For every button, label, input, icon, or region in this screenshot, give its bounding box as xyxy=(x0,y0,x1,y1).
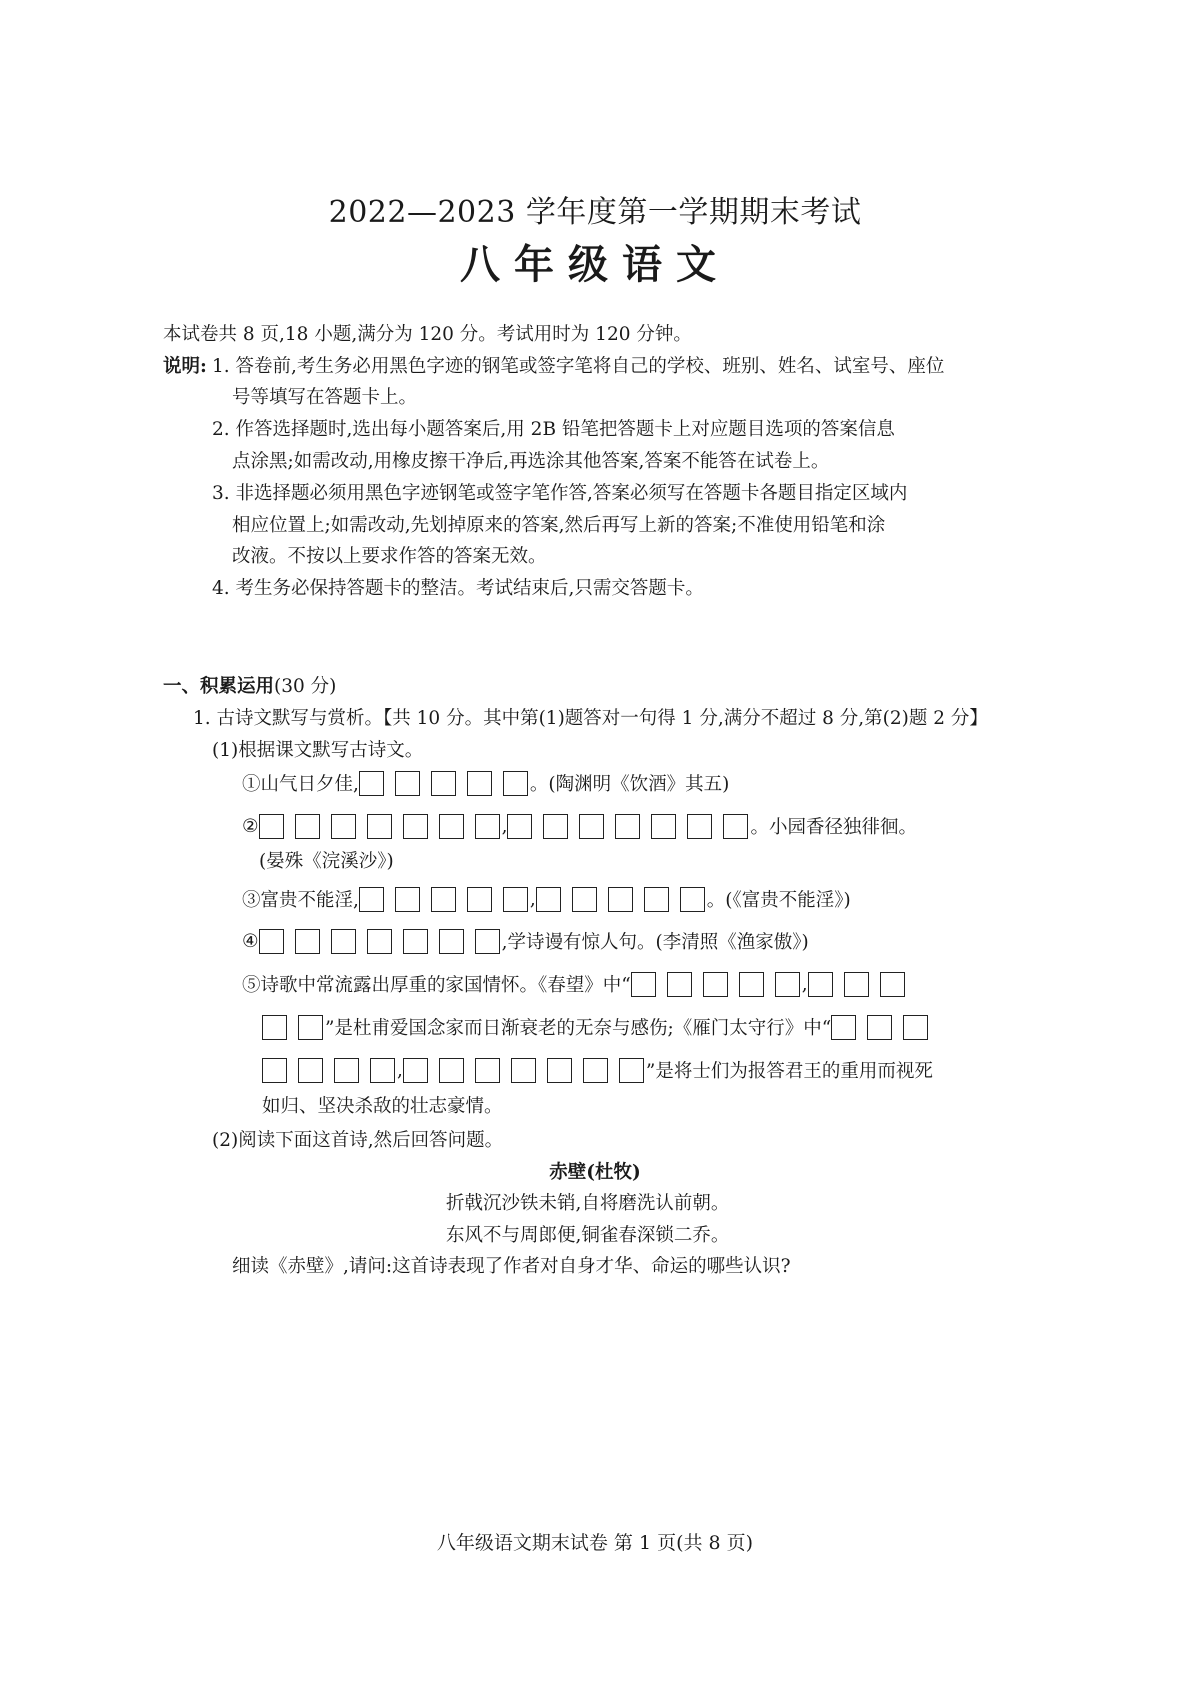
answer-box[interactable] xyxy=(295,814,320,839)
answer-box[interactable] xyxy=(511,1058,536,1083)
recite-item-4-number: ④ xyxy=(242,930,259,952)
answer-box[interactable] xyxy=(503,771,528,796)
answer-box[interactable] xyxy=(259,814,284,839)
answer-box[interactable] xyxy=(703,972,728,997)
answer-box[interactable] xyxy=(359,887,384,912)
answer-box[interactable] xyxy=(475,1058,500,1083)
notes-label: 说明: xyxy=(163,356,207,377)
recite-item-5-prompt: ⑤诗歌中常流露出厚重的家国情怀。《春望》中“ xyxy=(242,975,631,996)
section-title: 一、积累运用 xyxy=(163,676,275,697)
answer-box-group[interactable] xyxy=(507,814,750,839)
answer-box[interactable] xyxy=(331,814,356,839)
answer-box-group[interactable] xyxy=(359,771,530,796)
answer-box[interactable] xyxy=(547,1058,572,1083)
answer-box-group[interactable] xyxy=(259,814,502,839)
recite-item-3 xyxy=(242,884,851,914)
answer-box[interactable] xyxy=(403,814,428,839)
answer-box[interactable] xyxy=(259,929,284,954)
question-1-part-2: (2)阅读下面这首诗,然后回答问题。 xyxy=(212,1130,504,1151)
note-1-line-1: 1. 答卷前,考生务必用黑色字迹的钢笔或签字笔将自己的学校、班别、姓名、试室号、座位 xyxy=(212,356,945,377)
recite-item-5-line-3 xyxy=(262,1055,933,1085)
answer-box[interactable] xyxy=(808,972,833,997)
subject-title: 八年级语文 xyxy=(460,241,730,288)
recite-item-2-number: ② xyxy=(242,815,259,837)
answer-box-group[interactable] xyxy=(808,972,907,997)
answer-box[interactable] xyxy=(331,929,356,954)
answer-box[interactable] xyxy=(439,814,464,839)
note-2-line-2: 点涂黑;如需改动,用橡皮擦干净后,再选涂其他答案,答案不能答在试卷上。 xyxy=(232,451,830,472)
answer-box-group[interactable] xyxy=(631,972,802,997)
answer-box[interactable] xyxy=(867,1015,892,1040)
answer-box[interactable] xyxy=(439,1058,464,1083)
answer-box[interactable] xyxy=(262,1058,287,1083)
recite-item-5-line-1 xyxy=(242,969,907,999)
answer-box[interactable] xyxy=(831,1015,856,1040)
answer-box-group[interactable] xyxy=(831,1015,930,1040)
note-1-line-2: 号等填写在答题卡上。 xyxy=(232,387,418,408)
recite-item-3-source: 。(《富贵不能淫》) xyxy=(706,890,851,911)
answer-box[interactable] xyxy=(631,972,656,997)
answer-box[interactable] xyxy=(431,771,456,796)
answer-box[interactable] xyxy=(475,814,500,839)
recite-item-5-tail: ”是将士们为报答君王的重用而视死 xyxy=(645,1061,933,1082)
answer-box[interactable] xyxy=(334,1058,359,1083)
recite-item-2-source: (晏殊《浣溪沙》) xyxy=(259,851,394,872)
comma: , xyxy=(397,1059,403,1081)
recite-item-1-prompt: ①山气日夕佳, xyxy=(242,774,359,795)
answer-box[interactable] xyxy=(475,929,500,954)
answer-box[interactable] xyxy=(367,814,392,839)
answer-box[interactable] xyxy=(395,771,420,796)
poem-line-1: 折戟沉沙铁未销,自将磨洗认前朝。 xyxy=(446,1193,730,1214)
exam-title: 2022—2023 学年度第一学期期末考试 xyxy=(328,195,862,230)
answer-box[interactable] xyxy=(880,972,905,997)
answer-box[interactable] xyxy=(503,887,528,912)
answer-box[interactable] xyxy=(298,1058,323,1083)
answer-box[interactable] xyxy=(395,887,420,912)
comma: , xyxy=(501,815,508,837)
recite-item-2 xyxy=(242,811,917,841)
answer-box[interactable] xyxy=(295,929,320,954)
answer-box[interactable] xyxy=(651,814,676,839)
answer-box[interactable] xyxy=(687,814,712,839)
note-4: 4. 考生务必保持答题卡的整洁。考试结束后,只需交答题卡。 xyxy=(212,578,704,599)
answer-box-group[interactable] xyxy=(262,1015,325,1040)
recite-item-5-mid-text: ”是杜甫爱国念家而日渐衰老的无奈与感伤;《雁门太守行》中“ xyxy=(325,1018,832,1039)
question-1: 1. 古诗文默写与赏析。【共 10 分。其中第(1)题答对一句得 1 分,满分不超过 8 分,第(2)题 2 分】 xyxy=(193,708,988,729)
answer-box[interactable] xyxy=(403,1058,428,1083)
answer-box[interactable] xyxy=(644,887,669,912)
answer-box[interactable] xyxy=(439,929,464,954)
poem-title: 赤壁(杜牧) xyxy=(549,1162,641,1183)
answer-box[interactable] xyxy=(467,887,492,912)
answer-box[interactable] xyxy=(739,972,764,997)
section-heading xyxy=(163,671,336,703)
answer-box[interactable] xyxy=(431,887,456,912)
answer-box[interactable] xyxy=(359,771,384,796)
note-2-line-1: 2. 作答选择题时,选出每小题答案后,用 2B 铅笔把答题卡上对应题目选项的答案信息 xyxy=(212,419,895,440)
answer-box[interactable] xyxy=(403,929,428,954)
answer-box[interactable] xyxy=(543,814,568,839)
recite-item-4-tail: ,学诗谩有惊人句。(李清照《渔家傲》) xyxy=(501,932,809,953)
recite-item-4 xyxy=(242,926,809,956)
question-1-part-1: (1)根据课文默写古诗文。 xyxy=(212,740,424,761)
recite-item-3-prompt: ③富贵不能淫, xyxy=(242,890,359,911)
note-3-line-1: 3. 非选择题必须用黑色字迹钢笔或签字笔作答,答案必须写在答题卡各题目指定区域内 xyxy=(212,483,908,504)
answer-box-group[interactable] xyxy=(259,929,502,954)
answer-box-group[interactable] xyxy=(403,1058,646,1083)
answer-box[interactable] xyxy=(844,972,869,997)
answer-box[interactable] xyxy=(507,814,532,839)
answer-box[interactable] xyxy=(608,887,633,912)
answer-box[interactable] xyxy=(298,1015,323,1040)
note-3-line-3: 改液。不按以上要求作答的答案无效。 xyxy=(232,546,547,567)
answer-box-group[interactable] xyxy=(262,1058,397,1083)
answer-box[interactable] xyxy=(367,929,392,954)
poem-line-2: 东风不与周郎便,铜雀春深锁二乔。 xyxy=(446,1225,730,1246)
recite-item-1-source: 。(陶渊明《饮酒》其五) xyxy=(529,774,730,795)
answer-box[interactable] xyxy=(667,972,692,997)
poem-question: 细读《赤壁》,请问:这首诗表现了作者对自身才华、命运的哪些认识? xyxy=(232,1256,791,1277)
answer-box[interactable] xyxy=(536,887,561,912)
answer-box[interactable] xyxy=(619,1058,644,1083)
answer-box[interactable] xyxy=(579,814,604,839)
recite-item-5-end: 如归、坚决杀敌的壮志豪情。 xyxy=(262,1096,503,1117)
comma: , xyxy=(801,973,808,995)
answer-box-group[interactable] xyxy=(536,887,707,912)
answer-box[interactable] xyxy=(467,771,492,796)
answer-box-group[interactable] xyxy=(359,887,530,912)
answer-box[interactable] xyxy=(262,1015,287,1040)
answer-box[interactable] xyxy=(572,887,597,912)
exam-intro: 本试卷共 8 页,18 小题,满分为 120 分。考试用时为 120 分钟。 xyxy=(163,324,692,345)
comma: , xyxy=(529,888,536,910)
section-score: (30 分) xyxy=(274,676,337,697)
answer-box[interactable] xyxy=(583,1058,608,1083)
answer-box[interactable] xyxy=(615,814,640,839)
answer-box[interactable] xyxy=(370,1058,395,1083)
note-3-line-2: 相应位置上;如需改动,先划掉原来的答案,然后再写上新的答案;不准使用铅笔和涂 xyxy=(232,515,886,536)
page-footer: 八年级语文期末试卷 第 1 页(共 8 页) xyxy=(436,1532,754,1554)
recite-item-5-line-2 xyxy=(262,1012,930,1042)
answer-box[interactable] xyxy=(775,972,800,997)
answer-box[interactable] xyxy=(680,887,705,912)
answer-box[interactable] xyxy=(723,814,748,839)
recite-item-1 xyxy=(242,768,729,798)
recite-item-2-tail: 。小园香径独徘徊。 xyxy=(750,817,917,838)
answer-box[interactable] xyxy=(903,1015,928,1040)
